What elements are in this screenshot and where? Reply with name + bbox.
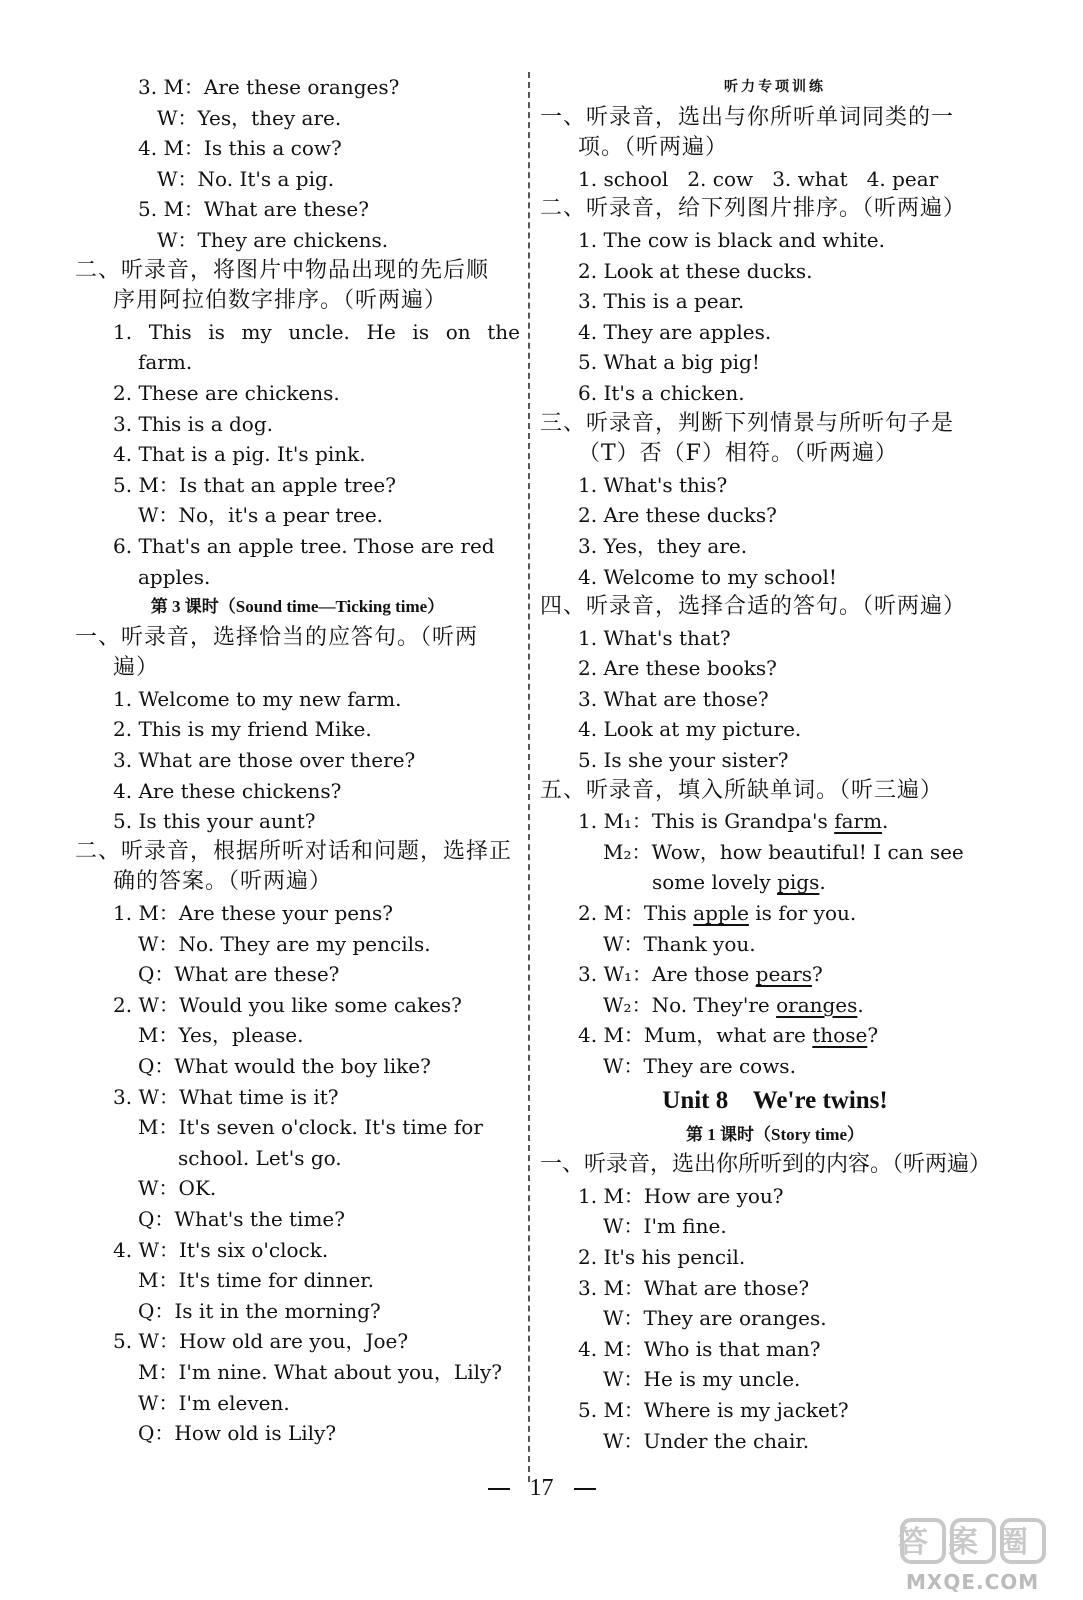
text-line: W：I'm fine.: [603, 1214, 727, 1239]
text-line: 4. W：It's six o'clock.: [113, 1237, 329, 1262]
exercise-heading: 确的答案。（听两遍）: [113, 869, 333, 895]
text-line: 5. M：Is that an apple tree?: [113, 472, 396, 497]
text-line: 5. W：How old are you，Joe?: [113, 1329, 409, 1354]
line-text: .: [819, 870, 826, 895]
text-line: M：It's seven o'clock. It's time for: [138, 1115, 483, 1140]
text-line: 6. It's a chicken.: [578, 380, 745, 405]
text-line: 2. It's his pencil.: [578, 1244, 746, 1269]
text-line: 2. Are these books?: [578, 656, 777, 681]
text-line: [540, 1020, 1010, 1051]
exercise-heading: 一、听录音，选择恰当的应答句。（听两: [75, 624, 479, 650]
text-line: 5. Is she your sister?: [578, 748, 789, 773]
text-line: 5. What a big pig!: [578, 350, 760, 375]
text-line: W：Yes，they are.: [157, 105, 342, 130]
text-line: 4. Are these chickens?: [113, 778, 342, 803]
text-line: Q：Is it in the morning?: [138, 1298, 381, 1323]
dash-left: [488, 1488, 510, 1490]
exercise-heading: （T）否（F）相符。（听两遍）: [578, 441, 898, 467]
text-line: 4. That is a pig. It's pink.: [113, 442, 366, 467]
text-line: M：It's time for dinner.: [138, 1268, 375, 1293]
text-line: 2. Look at these ducks.: [578, 258, 813, 283]
exercise-heading: 二、听录音，根据所听对话和问题，选择正: [75, 838, 513, 864]
answer-blank: farm: [834, 809, 883, 834]
text-line: W：No，it's a pear tree.: [138, 503, 384, 528]
text-line: 1. M：Are these your pens?: [113, 901, 393, 926]
text-line: [540, 898, 1010, 929]
text-line: 4. Look at my picture.: [578, 717, 802, 742]
text-line: [540, 959, 1010, 990]
exercise-heading: 一、听录音，选出你所听到的内容。（听两遍）: [540, 1152, 992, 1178]
text-line: 2. These are chickens.: [113, 380, 340, 405]
page-number-text: 17: [529, 1475, 554, 1501]
text-line: 3. What are those?: [578, 686, 769, 711]
text-line: apples.: [138, 564, 211, 589]
text-line: 1. M：How are you?: [578, 1183, 784, 1208]
text-line: 4. They are apples.: [578, 319, 772, 344]
column-divider: [528, 72, 530, 1482]
line-text: 1. M₁：This is Grandpa's: [578, 809, 835, 834]
text-line: 2. This is my friend Mike.: [113, 717, 372, 742]
exercise-heading: 二、听录音，给下列图片排序。（听两遍）: [540, 196, 967, 222]
line-text: ?: [867, 1023, 879, 1048]
text-line: W：OK.: [138, 1176, 217, 1201]
exercise-heading: 四、听录音，选择合适的答句。（听两遍）: [540, 594, 967, 620]
text-line: Q：What's the time?: [138, 1206, 345, 1231]
text-line: 3. This is a dog.: [113, 411, 273, 436]
exercise-heading: 一、听录音，选出与你所听单词同类的一: [540, 104, 955, 130]
answer-blank: pigs: [777, 870, 820, 895]
text-line: M₂：Wow，how beautiful! I can see: [603, 839, 964, 864]
text-line: farm.: [138, 350, 193, 375]
text-line: Q：What are these?: [138, 962, 340, 987]
lesson-title: 第 3 课时（Sound time—Ticking time）: [150, 597, 445, 617]
line-text: .: [882, 809, 889, 834]
answer-blank: pears: [755, 962, 813, 987]
text-line: W：No. They are my pencils.: [138, 931, 431, 956]
text-line: 1. This is my uncle. He is on the: [113, 319, 520, 344]
left-column: [75, 72, 520, 1449]
line-text: ?: [812, 962, 823, 987]
text-line: Q：How old is Lily?: [138, 1421, 337, 1446]
text-line: 2. W：Would you like some cakes?: [113, 992, 462, 1017]
text-line: W：Under the chair.: [603, 1428, 810, 1453]
line-text: W₂：No. They're: [603, 992, 777, 1017]
lesson-title: 第 1 课时（Story time）: [685, 1124, 864, 1144]
text-line: 2. Are these ducks?: [578, 503, 777, 528]
text-line: [540, 867, 1010, 898]
text-line: 1. school 2. cow 3. what 4. pear: [578, 166, 939, 191]
dash-right: [574, 1488, 596, 1490]
text-line: 3. This is a pear.: [578, 289, 745, 314]
text-line: W：They are chickens.: [157, 227, 389, 252]
watermark-site: MXQE.COM: [906, 1570, 1040, 1594]
text-line: W：I'm eleven.: [138, 1390, 290, 1415]
right-column: [540, 72, 1010, 1456]
text-line: 3. M：Are these oranges?: [138, 75, 400, 99]
answer-blank: oranges: [776, 992, 858, 1017]
text-line: M：I'm nine. What about you，Lily?: [138, 1359, 503, 1384]
answer-blank: those: [812, 1023, 868, 1048]
watermark-logo-text: 答案圈: [898, 1525, 1048, 1560]
line-text: is for you.: [748, 901, 857, 926]
text-line: M：Yes，please.: [138, 1023, 304, 1048]
exercise-heading: 遍）: [113, 655, 160, 681]
text-line: 3. W：What time is it?: [113, 1084, 339, 1109]
answer-blank: apple: [693, 901, 749, 926]
text-line: W：He is my uncle.: [603, 1367, 801, 1392]
line-text: some lovely: [652, 870, 778, 895]
text-line: 5. M：What are these?: [138, 197, 369, 222]
line-text: 4. M：Mum，what are: [578, 1023, 813, 1048]
section-title: 听力专项训练: [724, 79, 826, 95]
text-line: 1. Welcome to my new farm.: [113, 686, 402, 711]
text-line: Q：What would the boy like?: [138, 1054, 431, 1078]
exercise-heading: 二、听录音，将图片中物品出现的先后顺: [75, 257, 490, 283]
exercise-heading: 序用阿拉伯数字排序。（听两遍）: [113, 288, 448, 314]
line-text: .: [857, 992, 864, 1017]
text-line: 4. M：Who is that man?: [578, 1336, 821, 1361]
exercise-heading: 项。（听两遍）: [578, 135, 729, 161]
text-line: 1. The cow is black and white.: [578, 227, 885, 252]
line-text: 2. M：This: [578, 901, 694, 926]
text-line: W：No. It's a pig.: [157, 166, 335, 191]
text-line: W：They are cows.: [603, 1054, 796, 1078]
text-line: W：They are oranges.: [603, 1306, 827, 1331]
text-line: 3. M：What are those?: [578, 1275, 810, 1300]
text-line: 3. What are those over there?: [113, 748, 416, 773]
page-number: [0, 1475, 1083, 1502]
text-line: 1. What's this?: [578, 472, 728, 497]
text-line: 5. Is this your aunt?: [113, 809, 316, 834]
text-line: [540, 990, 1010, 1021]
unit-title: Unit 8 We're twins!: [662, 1086, 888, 1114]
exercise-heading: 五、听录音，填入所缺单词。（听三遍）: [540, 777, 944, 803]
text-line: 4. Welcome to my school!: [578, 564, 837, 589]
text-line: 1. What's that?: [578, 625, 731, 650]
text-line: school. Let's go.: [178, 1145, 342, 1170]
text-line: W：Thank you.: [603, 931, 756, 956]
text-line: 4. M：Is this a cow?: [138, 136, 342, 161]
line-text: 3. W₁：Are those: [578, 962, 756, 987]
text-line: 3. Yes，they are.: [578, 533, 748, 558]
exercise-heading: 三、听录音，判断下列情景与所听句子是: [540, 410, 955, 436]
text-line: 6. That's an apple tree. Those are red: [113, 533, 495, 558]
text-line: 5. M：Where is my jacket?: [578, 1397, 849, 1422]
text-line: [540, 806, 1010, 837]
